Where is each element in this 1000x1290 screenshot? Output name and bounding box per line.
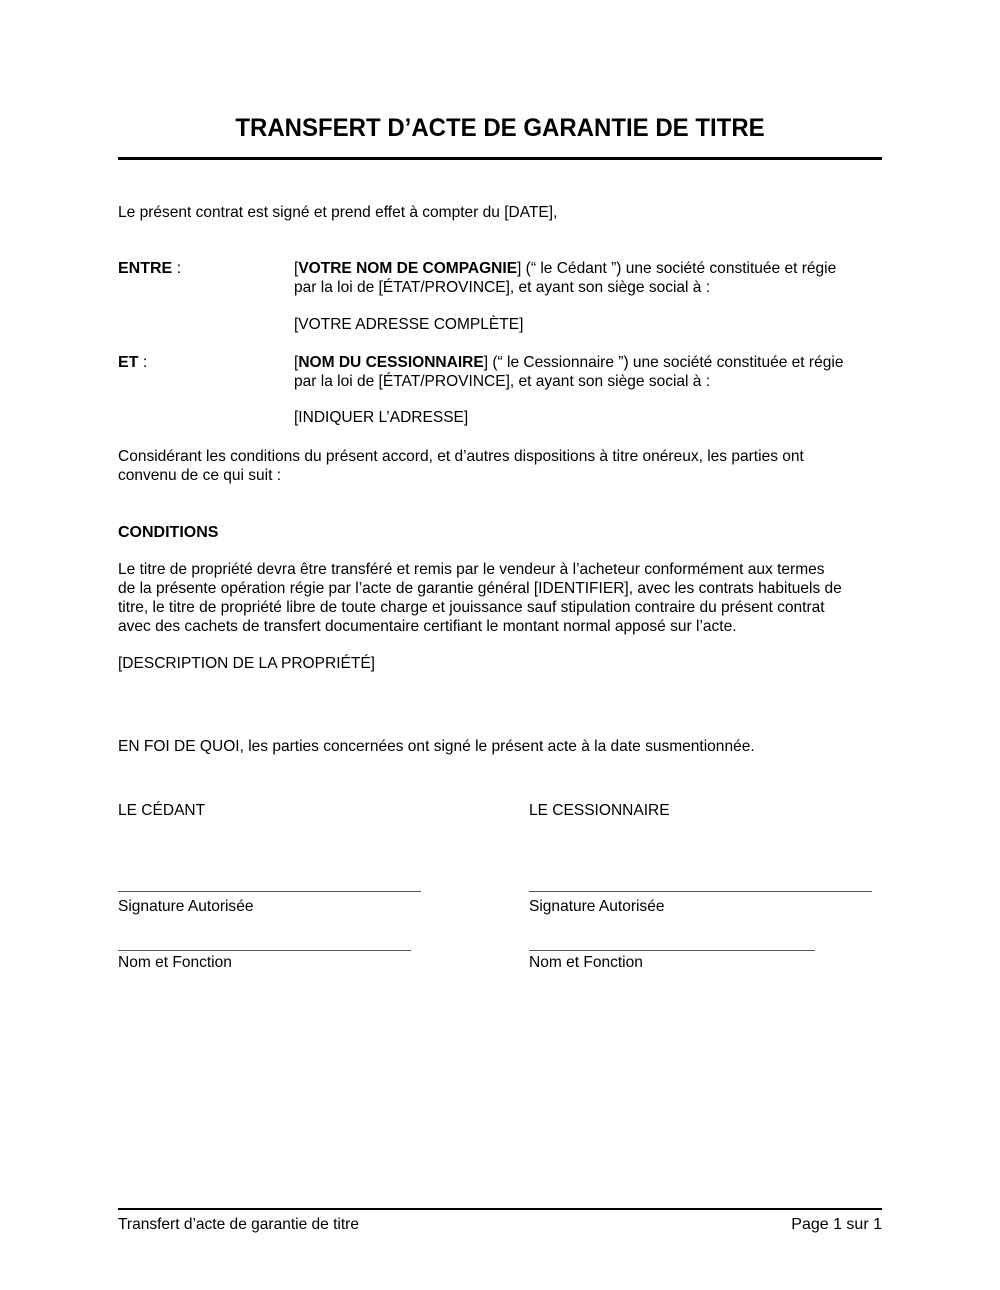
party-2-line-2: par la loi de [ÉTAT/PROVINCE], et ayant son siège social à :	[294, 373, 711, 390]
bracket-close: ]	[483, 354, 489, 371]
conditions-line-2: de la présente opération régie par l’acte de garantie général [IDENTIFIER], avec les contrats habituels de	[118, 580, 842, 597]
signature-label-right: Signature Autorisée	[529, 898, 665, 915]
footer-rule	[118, 1208, 882, 1210]
party-label-suffix: :	[172, 260, 182, 277]
party-2-line-1	[294, 353, 843, 372]
footer-doc-name: Transfert d’acte de garantie de titre	[118, 1216, 359, 1233]
party-1-description: (“ le Cédant ”) une société constituée et régie	[521, 260, 837, 277]
document-title: TRANSFERT D’ACTE DE GARANTIE DE TITRE	[235, 114, 765, 142]
name-label-left: Nom et Fonction	[118, 954, 232, 971]
signature-label-left: Signature Autorisée	[118, 898, 254, 915]
title-rule	[118, 157, 882, 160]
party-label: ENTRE	[118, 260, 173, 277]
signature-party-left: LE CÉDANT	[118, 802, 206, 819]
witness-clause: EN FOI DE QUOI, les parties concernées ont signé le présent acte à la date susmentionnée.	[118, 738, 755, 755]
consideration-line-2: convenu de ce qui suit :	[118, 467, 282, 484]
party-label-et	[118, 353, 147, 372]
party-1-name: VOTRE NOM DE COMPAGNIE	[298, 260, 518, 277]
property-description: [DESCRIPTION DE LA PROPRIÉTÉ]	[118, 655, 376, 672]
signature-line-right	[529, 891, 872, 892]
conditions-line-1: Le titre de propriété devra être transféré et remis par le vendeur à l’acheteur conformément aux termes	[118, 561, 825, 578]
party-label-suffix: :	[138, 354, 148, 371]
party-1-line-1	[294, 259, 836, 278]
party-1-line-2: par la loi de [ÉTAT/PROVINCE], et ayant son siège social à :	[294, 279, 711, 296]
signature-line-left	[118, 891, 421, 892]
party-2-description: (“ le Cessionnaire ”) une société constituée et régie	[488, 354, 844, 371]
conditions-line-4: avec des cachets de transfert documentaire certifiant le montant normal apposé sur l’acte.	[118, 618, 737, 635]
party-1-address: [VOTRE ADRESSE COMPLÈTE]	[294, 316, 524, 333]
name-label-right: Nom et Fonction	[529, 954, 643, 971]
signature-party-right: LE CESSIONNAIRE	[529, 802, 670, 819]
party-label: ET	[118, 354, 139, 371]
name-line-left	[118, 950, 411, 951]
party-2-name: NOM DU CESSIONNAIRE	[298, 354, 484, 371]
intro-text: Le présent contrat est signé et prend effet à compter du [DATE],	[118, 204, 558, 221]
bracket-close: ]	[517, 260, 522, 277]
bracket-open: [	[294, 260, 299, 277]
bracket-open: [	[294, 354, 299, 371]
conditions-heading: CONDITIONS	[118, 524, 219, 541]
consideration-line-1: Considérant les conditions du présent accord, et d’autres dispositions à titre onéreux, les parties ont	[118, 448, 804, 465]
party-label-entre	[118, 259, 181, 278]
footer-page-info: Page 1 sur 1	[791, 1216, 882, 1233]
name-line-right	[529, 950, 815, 951]
conditions-line-3: titre, le titre de propriété libre de toute charge et jouissance sauf stipulation contraire du présent contrat	[118, 599, 825, 616]
party-2-address: [INDIQUER L’ADRESSE]	[294, 409, 469, 426]
